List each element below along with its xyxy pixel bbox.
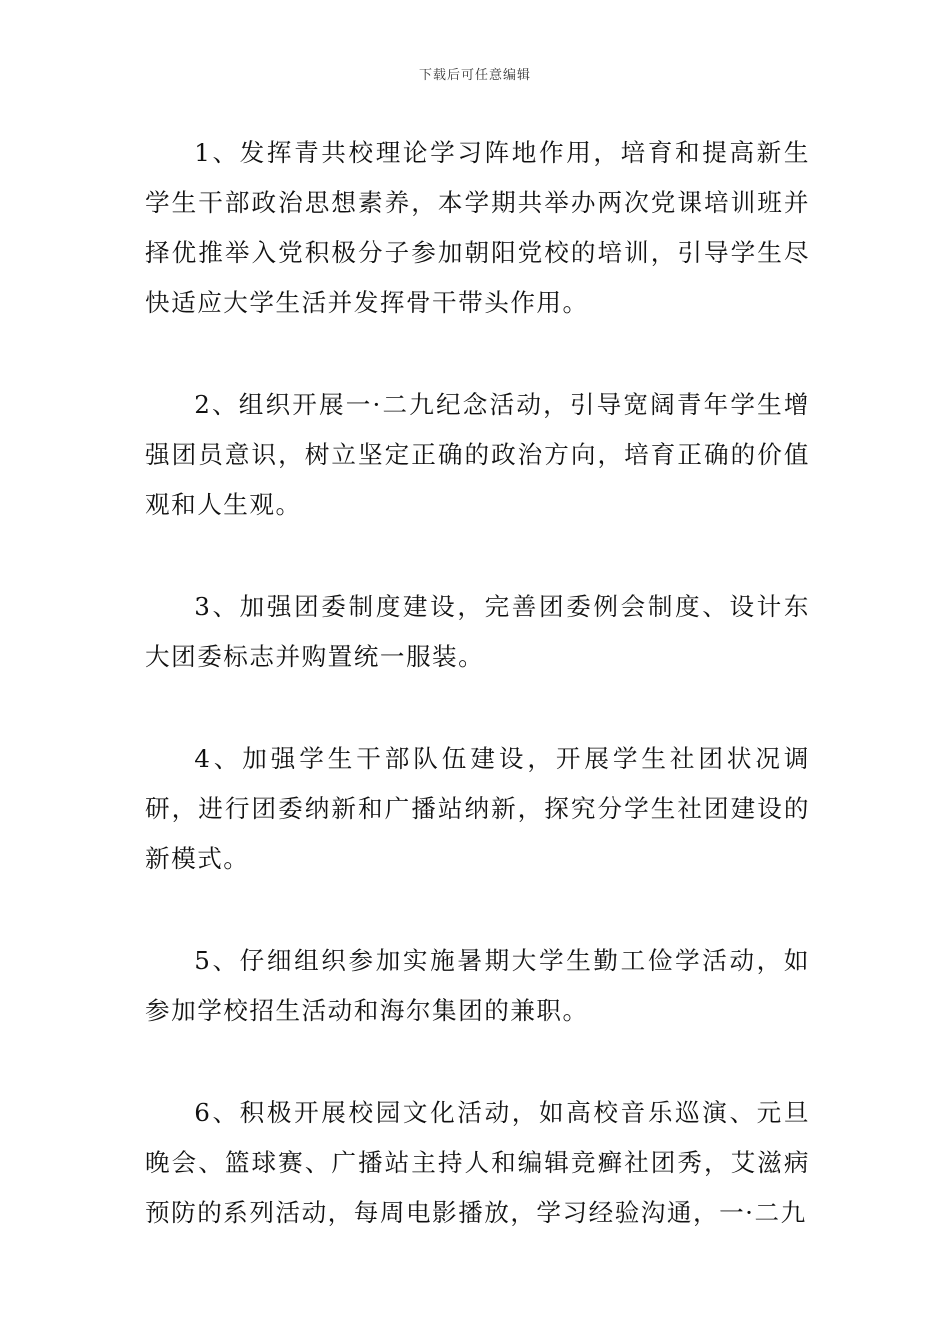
paragraph-5: 5、仔细组织参加实施暑期大学生勤工俭学活动，如参加学校招生活动和海尔集团的兼职。 bbox=[145, 946, 810, 1025]
document-body bbox=[145, 128, 810, 1290]
paragraph-2: 2、组织开展一·二九纪念活动，引导宽阔青年学生增强团员意识，树立坚定正确的政治方向，培育正确的价值观和人生观。 bbox=[145, 390, 810, 519]
paragraph-1: 1、发挥青共校理论学习阵地作用，培育和提高新生学生干部政治思想素养，本学期共举办两次党课培训班并择优推举入党积极分子参加朝阳党校的培训，引导学生尽快适应大学生活并发挥骨干带头作用。 bbox=[145, 138, 810, 317]
paragraph-6: 6、积极开展校园文化活动，如高校音乐巡演、元旦晚会、篮球赛、广播站主持人和编辑竞癣社团秀，艾滋病预防的系列活动，每周电影播放，学习经验沟通，一·二九 bbox=[145, 1098, 810, 1227]
paragraph-3: 3、加强团委制度建设，完善团委例会制度、设计东大团委标志并购置统一服装。 bbox=[145, 592, 810, 671]
paragraph-4: 4、加强学生干部队伍建设，开展学生社团状况调研，进行团委纳新和广播站纳新，探究分学生社团建设的新模式。 bbox=[145, 744, 810, 873]
page-header-note: 下载后可任意编辑 bbox=[418, 68, 531, 83]
